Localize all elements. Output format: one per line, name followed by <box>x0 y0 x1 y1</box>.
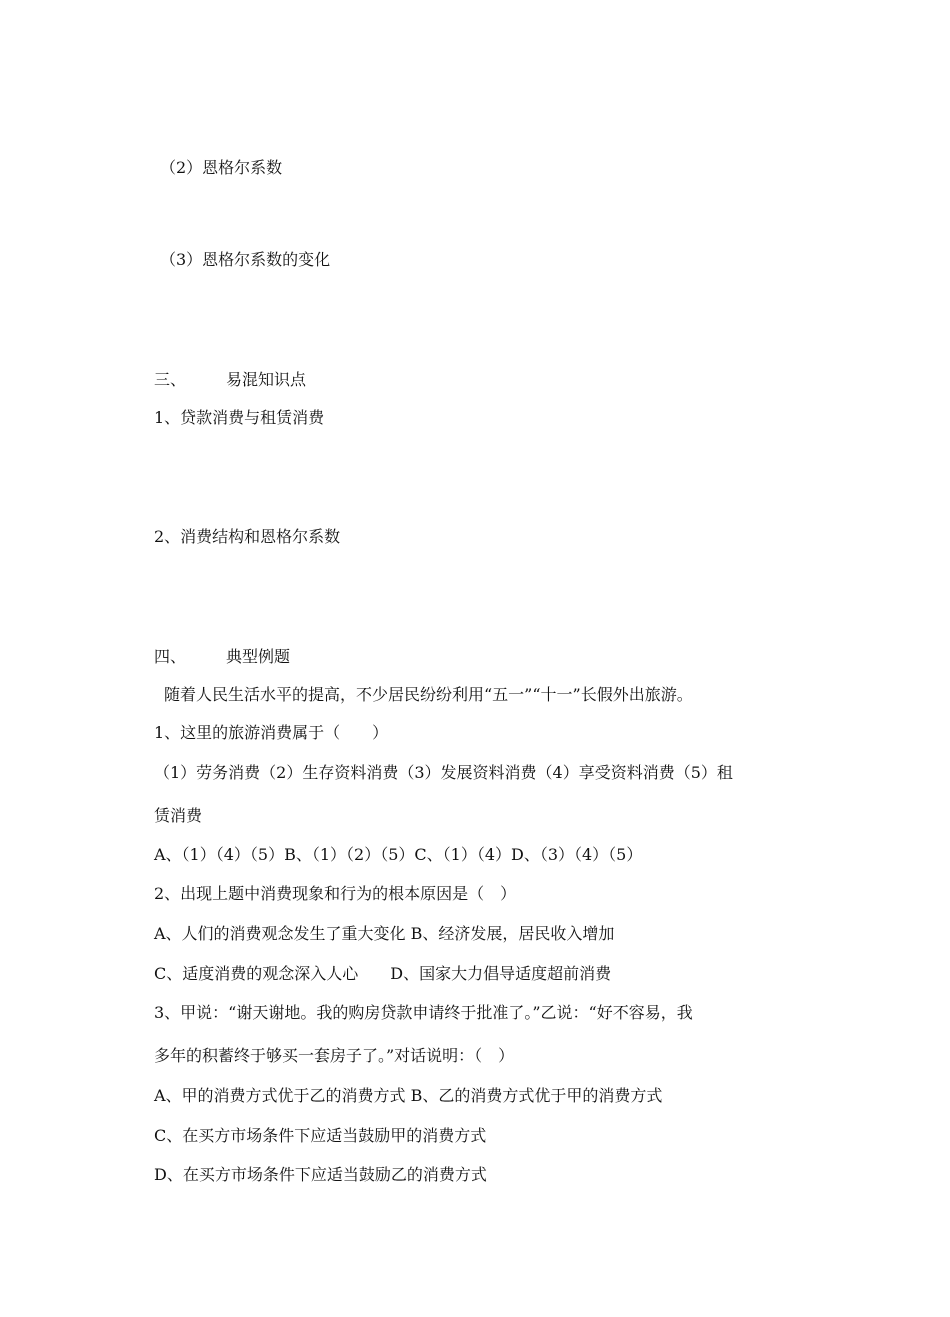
subitem-engel-coefficient-change: （3）恩格尔系数的变化 <box>160 250 331 269</box>
question-1-choices: A、（1）（4）（5）B、（1）（2）（5）C、（1）（4）D、（3）（4）（5） <box>154 845 643 864</box>
question-3-stem-line2: 多年的积蓄终于够买一套房子了。”对话说明：（ ） <box>154 1046 515 1065</box>
example-intro: 随着人民生活水平的提高，不少居民纷纷利用“五一”“十一”长假外出旅游。 <box>164 685 693 704</box>
question-3-choice-d: D、在买方市场条件下应适当鼓励乙的消费方式 <box>154 1165 487 1184</box>
question-3-stem-line1: 3、甲说：“谢天谢地。我的购房贷款申请终于批准了。”乙说：“好不容易，我 <box>154 1003 693 1022</box>
section-heading-examples <box>154 647 290 667</box>
question-2-choices-cd: C、适度消费的观念深入人心 D、国家大力倡导适度超前消费 <box>154 964 612 983</box>
question-3-choice-c: C、在买方市场条件下应适当鼓励甲的消费方式 <box>154 1126 487 1145</box>
question-1-options-line1: （1）劳务消费（2）生存资料消费（3）发展资料消费（4）享受资料消费（5）租 <box>154 763 733 782</box>
question-1-stem: 1、这里的旅游消费属于（ ） <box>154 723 389 742</box>
section-heading-confusing-points <box>154 370 306 390</box>
section-title: 典型例题 <box>226 647 291 666</box>
point-structure-vs-engel: 2、消费结构和恩格尔系数 <box>154 527 341 546</box>
question-2-choices-ab: A、人们的消费观念发生了重大变化 B、经济发展，居民收入增加 <box>154 924 615 943</box>
question-3-choices-ab: A、甲的消费方式优于乙的消费方式 B、乙的消费方式优于甲的消费方式 <box>154 1086 663 1105</box>
point-loan-vs-lease: 1、贷款消费与租赁消费 <box>154 408 325 427</box>
question-2-stem: 2、出现上题中消费现象和行为的根本原因是（ ） <box>154 884 517 903</box>
section-number: 四、 <box>154 647 187 666</box>
question-1-options-line2: 赁消费 <box>154 806 203 825</box>
section-number: 三、 <box>154 370 187 389</box>
section-title: 易混知识点 <box>226 370 307 389</box>
subitem-engel-coefficient: （2）恩格尔系数 <box>160 158 283 177</box>
